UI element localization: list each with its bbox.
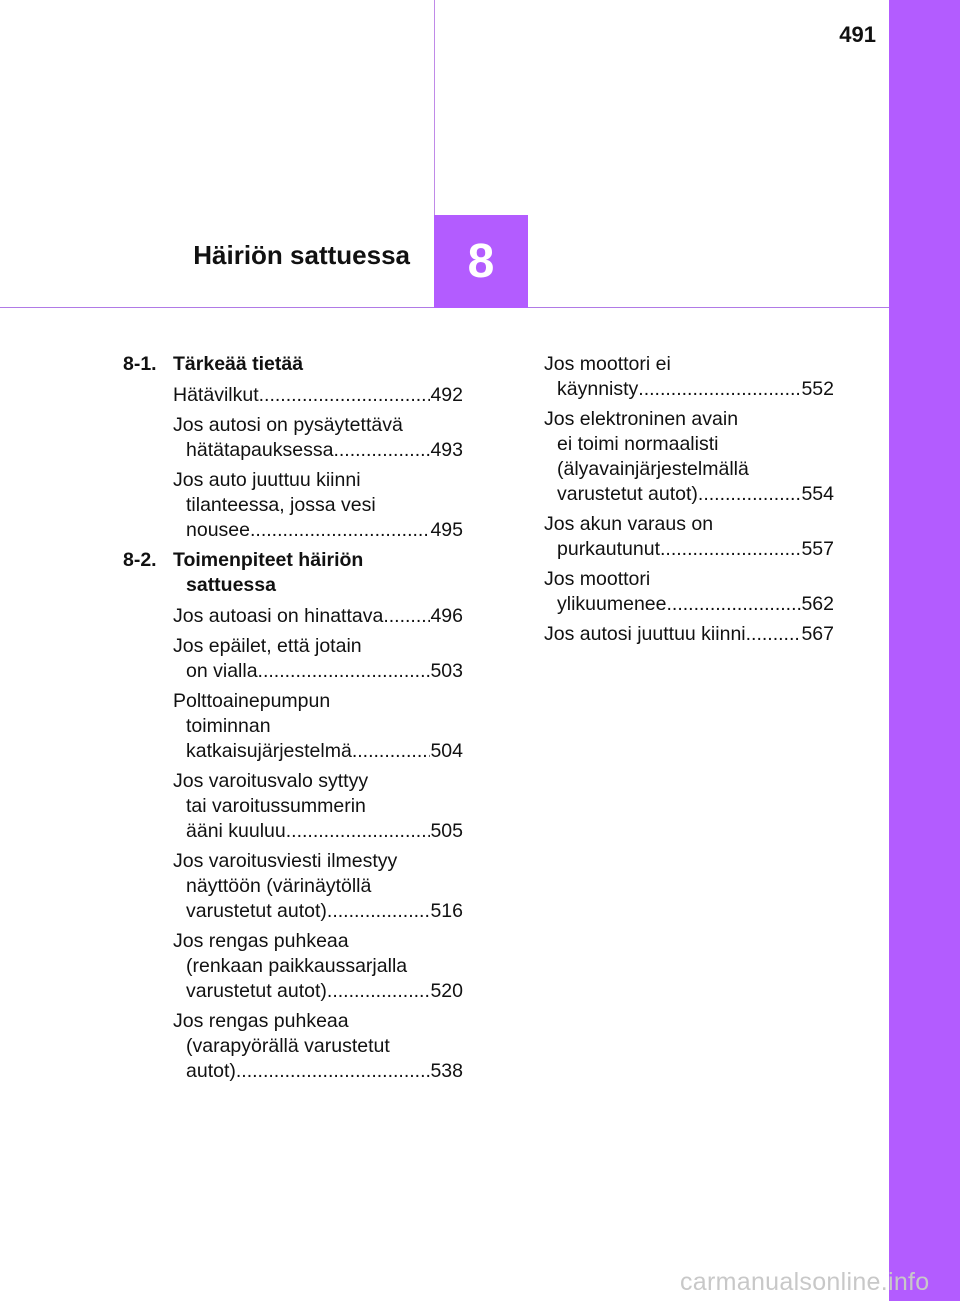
toc-entry-text: (varapyörällä varustetut bbox=[186, 1035, 390, 1057]
dot-leader bbox=[259, 383, 431, 408]
toc-entry[interactable] bbox=[173, 383, 463, 408]
toc-entry-text: näyttöön (värinäytöllä bbox=[186, 875, 372, 897]
section-number: 8-2. bbox=[123, 549, 157, 571]
toc-column-left bbox=[123, 352, 463, 1089]
toc-entry[interactable] bbox=[544, 512, 834, 562]
chapter-side-tab bbox=[889, 0, 960, 1301]
section-title-line: sattuessa bbox=[186, 574, 276, 596]
toc-entry[interactable] bbox=[173, 604, 463, 629]
section-number: 8-1. bbox=[123, 353, 157, 375]
toc-page-number: 562 bbox=[801, 593, 834, 615]
toc-entry[interactable] bbox=[544, 622, 834, 647]
section-title-line: Tärkeää tietää bbox=[173, 353, 304, 375]
toc-entry-row bbox=[544, 377, 834, 402]
toc-section-heading bbox=[123, 548, 463, 598]
page-number: 491 bbox=[839, 22, 876, 47]
toc-entry-text: Jos rengas puhkeaa bbox=[173, 1010, 349, 1032]
toc-entry-row bbox=[173, 819, 463, 844]
dot-leader bbox=[746, 622, 802, 647]
toc-entry[interactable] bbox=[544, 407, 834, 507]
toc-entry-text: varustetut autot) bbox=[557, 483, 698, 505]
toc-entry-text: Jos autoasi on hinattava bbox=[173, 605, 384, 627]
toc-section-heading bbox=[123, 352, 463, 377]
toc-entry-row bbox=[173, 604, 463, 629]
toc-entry-text: Jos auto juuttuu kiinni bbox=[173, 469, 361, 491]
toc-entry-text: Jos moottori bbox=[544, 568, 651, 590]
dot-leader bbox=[327, 899, 431, 924]
toc-entry[interactable] bbox=[173, 849, 463, 924]
toc-page-number: 503 bbox=[430, 660, 463, 682]
chapter-number-box: 8 bbox=[434, 215, 528, 308]
toc-entry-text: hätätapauksessa bbox=[186, 439, 334, 461]
toc-entry[interactable] bbox=[544, 567, 834, 617]
toc-entry[interactable] bbox=[173, 929, 463, 1004]
toc-entry-text: toiminnan bbox=[186, 715, 271, 737]
toc-entry-text: Jos autosi juuttuu kiinni bbox=[544, 623, 746, 645]
dot-leader bbox=[258, 659, 431, 684]
toc-page-number: 495 bbox=[430, 519, 463, 541]
toc-entry-row bbox=[173, 899, 463, 924]
toc-entry-text: Jos epäilet, että jotain bbox=[173, 635, 362, 657]
toc-entry-text: Hätävilkut bbox=[173, 384, 259, 406]
toc-page-number: 520 bbox=[430, 980, 463, 1002]
dot-leader bbox=[286, 819, 431, 844]
toc-entry-text: nousee bbox=[186, 519, 250, 541]
toc-page-number: 505 bbox=[430, 820, 463, 842]
toc-entry-text: Jos akun varaus on bbox=[544, 513, 714, 535]
section-title bbox=[173, 548, 463, 598]
toc-entry-row bbox=[173, 518, 463, 543]
toc-entry-row bbox=[544, 482, 834, 507]
dot-leader bbox=[327, 979, 431, 1004]
toc-entry-row bbox=[173, 438, 463, 463]
toc-entry-text: ääni kuuluu bbox=[186, 820, 286, 842]
toc-entry-row bbox=[544, 622, 834, 647]
toc-entry-text: Jos elektroninen avain bbox=[544, 408, 739, 430]
toc-entry-text: varustetut autot) bbox=[186, 980, 327, 1002]
toc-page-number: 538 bbox=[430, 1060, 463, 1082]
toc-entry-row bbox=[173, 383, 463, 408]
header-divider-vertical bbox=[434, 0, 435, 215]
dot-leader bbox=[250, 518, 430, 543]
toc-entry[interactable] bbox=[173, 468, 463, 543]
toc-page-number: 554 bbox=[801, 483, 834, 505]
toc-entry-text: autot) bbox=[186, 1060, 236, 1082]
toc-entry[interactable] bbox=[173, 1009, 463, 1084]
dot-leader bbox=[352, 739, 431, 764]
dot-leader bbox=[236, 1059, 431, 1084]
toc-page-number: 552 bbox=[801, 378, 834, 400]
chapter-title: Häiriön sattuessa bbox=[193, 240, 410, 270]
toc-entry-row bbox=[173, 659, 463, 684]
toc-page-number: 496 bbox=[430, 605, 463, 627]
toc-entry[interactable] bbox=[173, 634, 463, 684]
toc-entry-text: on vialla bbox=[186, 660, 258, 682]
toc-entry-text: (älyavainjärjestelmällä bbox=[557, 458, 749, 480]
toc-entry[interactable] bbox=[544, 352, 834, 402]
toc-entry-text: Jos moottori ei bbox=[544, 353, 671, 375]
toc-entry-text: Jos varoitusviesti ilmestyy bbox=[173, 850, 398, 872]
toc-entry[interactable] bbox=[173, 413, 463, 463]
toc-entry-text: varustetut autot) bbox=[186, 900, 327, 922]
toc-page-number: 493 bbox=[430, 439, 463, 461]
dot-leader bbox=[666, 592, 801, 617]
toc-entry-row bbox=[173, 739, 463, 764]
toc-entry-text: käynnisty bbox=[557, 378, 639, 400]
toc-entry-text: ei toimi normaalisti bbox=[557, 433, 719, 455]
dot-leader bbox=[660, 537, 801, 562]
toc-entry-text: purkautunut bbox=[557, 538, 660, 560]
toc-entry-text: (renkaan paikkaussarjalla bbox=[186, 955, 408, 977]
toc-page-number: 516 bbox=[430, 900, 463, 922]
toc-page-number: 567 bbox=[801, 623, 834, 645]
toc-page-number: 492 bbox=[430, 384, 463, 406]
toc-page-number: 504 bbox=[430, 740, 463, 762]
toc-entry-text: tai varoitussummerin bbox=[186, 795, 366, 817]
dot-leader bbox=[698, 482, 802, 507]
dot-leader bbox=[383, 604, 430, 629]
section-title-line: Toimenpiteet häiriön bbox=[173, 549, 364, 571]
toc-entry-text: ylikuumenee bbox=[557, 593, 667, 615]
toc-entry[interactable] bbox=[173, 689, 463, 764]
toc-entry-text: Polttoainepumpun bbox=[173, 690, 331, 712]
dot-leader bbox=[333, 438, 430, 463]
toc-entry-text: Jos rengas puhkeaa bbox=[173, 930, 349, 952]
section-title bbox=[173, 352, 463, 377]
toc-page-number: 557 bbox=[801, 538, 834, 560]
toc-entry-text: Jos varoitusvalo syttyy bbox=[173, 770, 369, 792]
toc-entry-row bbox=[173, 1059, 463, 1084]
dot-leader bbox=[638, 377, 801, 402]
toc-entry-text: tilanteessa, jossa vesi bbox=[186, 494, 376, 516]
toc-entry-row bbox=[544, 592, 834, 617]
toc-entry[interactable] bbox=[173, 769, 463, 844]
toc-column-right bbox=[544, 352, 834, 652]
toc-entry-row bbox=[173, 979, 463, 1004]
toc-entry-text: Jos autosi on pysäytettävä bbox=[173, 414, 403, 436]
toc-entry-text: katkaisujärjestelmä bbox=[186, 740, 352, 762]
watermark: carmanualsonline.info bbox=[680, 1268, 930, 1296]
toc-entry-row bbox=[544, 537, 834, 562]
